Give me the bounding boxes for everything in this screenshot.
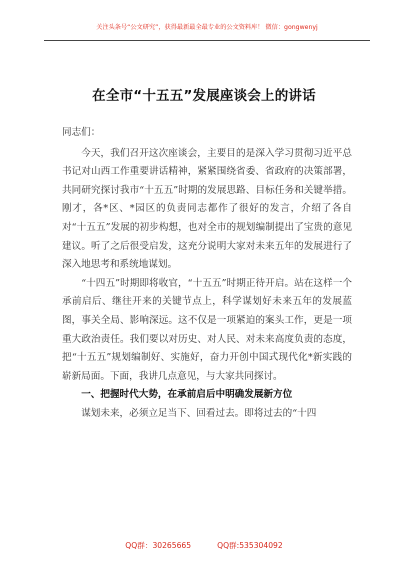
body-paragraph-2: “十四五”时期即将收官，“十五五”时期正待开启。站在这样一个承前启后、继往开来的关键节点上，科学谋划好未来五年的发展蓝图，事关全局、影响深远。这不仅是一项紧迫的案头工作，更是一项重大政治责任。我们要以对历史、对人民、对未来高度负责的态度，把“十五五”规划编制好、实施好，奋力开创中国式现代化*新实践的崭新局面。下面，我讲几点意见，与大家共同探讨。 (62, 277, 352, 382)
body-paragraph-1: 今天，我们召开这次座谈会，主要目的是深入学习贯彻习近平总书记对山西工作重要讲话精神，紧紧围绕省委、省政府的决策部署，共同研究探讨我市“十五五”时期的发展思路、目标任务和关键举措。刚才，各*区、*园区的负责同志都作了很好的发言，介绍了各自对“十五五”发展的初步构想，也对全市的规划编制提出了宝贵的意见建议。听了之后很受启发，这充分说明大家对未来五年的发展进行了深入地思考和系统地谋划。 (62, 147, 352, 271)
footer-qq-group-2: QQ群:535304092 (217, 541, 283, 550)
header-banner: 关注头条号“公文研究”，获得最新最全最专业的公文资料库！ 微信：gongwenyj (96, 24, 318, 31)
section-heading-1: 一、把握时代大势，在承前启后中明确发展新方位 (81, 389, 293, 401)
header-divider (44, 40, 370, 41)
footer-qq-group-1: QQ群：30265665 (125, 541, 192, 550)
salutation: 同志们： (62, 127, 101, 138)
document-body (62, 124, 352, 424)
body-paragraph-3: 谋划未来，必须立足当下、回看过去。即将过去的“十四 (81, 407, 317, 419)
document-title: 在全市“十五五”发展座谈会上的讲话 (92, 88, 316, 104)
footer-contact (0, 540, 408, 551)
